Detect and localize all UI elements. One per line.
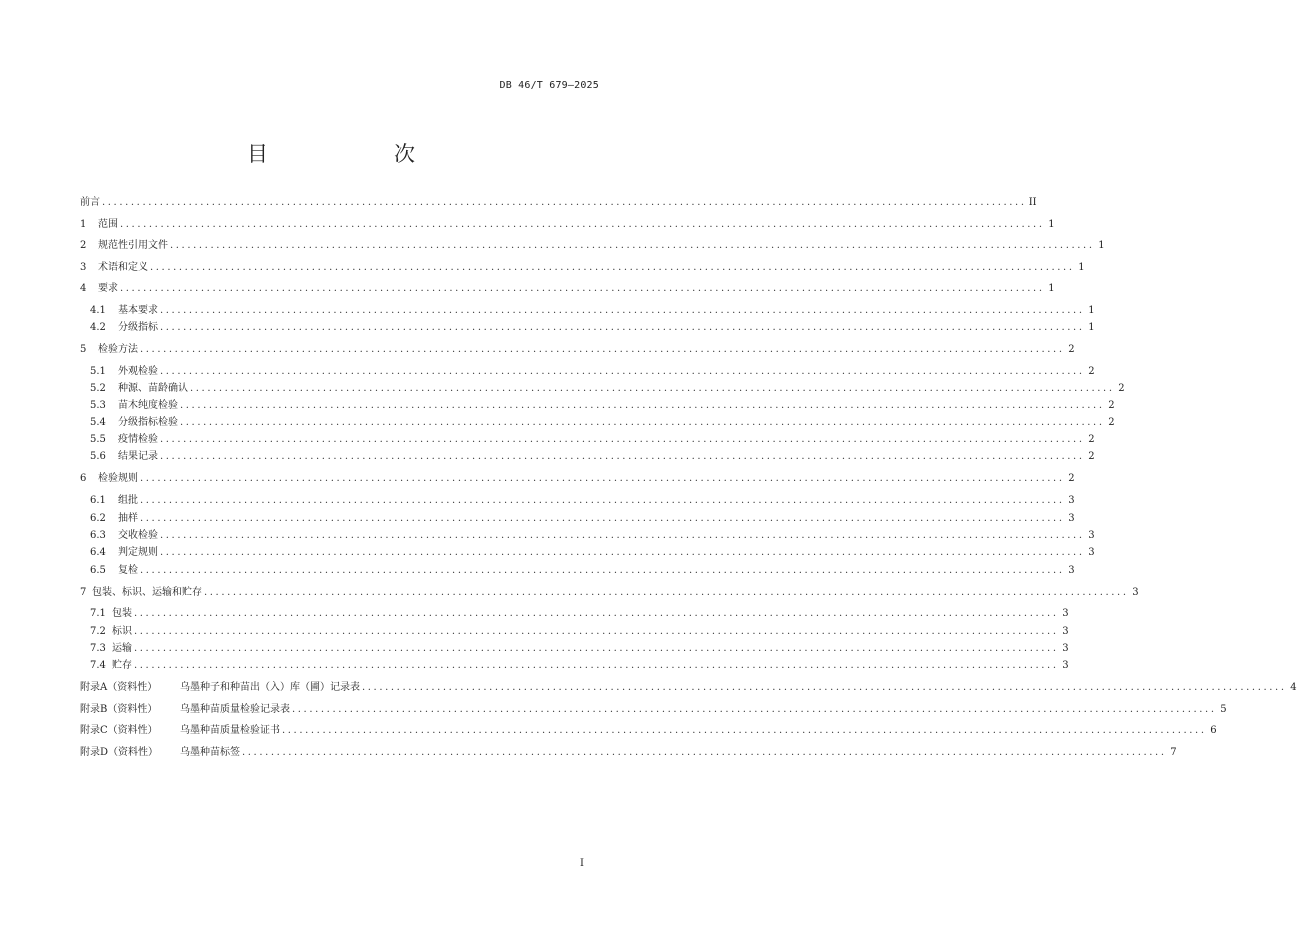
dot-leader: ................................................................................................................................................................: [134, 608, 1059, 619]
toc-entry-page: 2: [1118, 383, 1125, 394]
toc-entry-number: 6: [80, 473, 87, 484]
toc-entry-page: 2: [1088, 366, 1095, 377]
toc-entry-appendix-c[interactable]: [80, 723, 1217, 739]
toc-entry-label: 运输: [112, 643, 132, 654]
toc-entry-label: 种源、苗龄确认: [118, 383, 188, 394]
toc-entry-7-4[interactable]: [90, 658, 1069, 674]
toc-entry-4-1[interactable]: [90, 303, 1095, 319]
toc-entry-number: 2: [80, 240, 87, 251]
toc-entry-page: 5: [1220, 704, 1227, 715]
toc-entry-number: 5.6: [90, 451, 106, 462]
dot-leader: ................................................................................................................................................................: [242, 747, 1167, 758]
dot-leader: ................................................................................................................................................................: [140, 565, 1065, 576]
toc-entry-number: 5.1: [90, 366, 106, 377]
toc-entry-page: 1: [1088, 322, 1095, 333]
dot-leader: ................................................................................................................................................................: [150, 262, 1075, 273]
toc-entry-label: 要求: [98, 283, 118, 294]
toc-entry-3[interactable]: [80, 260, 1085, 276]
toc-entry-page: 3: [1132, 587, 1139, 598]
toc-entry-4-2[interactable]: [90, 320, 1095, 336]
toc-entry-4[interactable]: [80, 281, 1055, 297]
toc-entry-5-2[interactable]: [90, 381, 1125, 397]
toc-entry-label: 乌墨种苗标签: [180, 747, 240, 758]
toc-entry-page: 3: [1062, 626, 1069, 637]
document-code: DB 46/T 679—2025: [499, 80, 599, 91]
toc-entry-number: 5.2: [90, 383, 106, 394]
toc-entry-page: 3: [1068, 565, 1075, 576]
toc-entry-6-3[interactable]: [90, 528, 1095, 544]
toc-entry-label: 前言: [80, 197, 100, 208]
toc-entry-1[interactable]: [80, 217, 1055, 233]
dot-leader: ................................................................................................................................................................: [160, 434, 1085, 445]
page-title: 目 次: [247, 142, 443, 166]
toc-entry-page: 2: [1068, 344, 1075, 355]
toc-entry-5[interactable]: [80, 342, 1075, 358]
toc-entry-page: 1: [1098, 240, 1105, 251]
toc-entry-label: 检验方法: [98, 344, 138, 355]
toc-entry-number: 7.4: [90, 660, 106, 671]
dot-leader: ................................................................................................................................................................: [180, 417, 1105, 428]
dot-leader: ................................................................................................................................................................: [190, 383, 1115, 394]
dot-leader: ................................................................................................................................................................: [204, 587, 1129, 598]
toc-entry-number: 4.2: [90, 322, 106, 333]
toc-entry-number: 5.3: [90, 400, 106, 411]
toc-entry-page: 3: [1068, 513, 1075, 524]
toc-entry-label: 分级指标检验: [118, 417, 178, 428]
toc-entry-label: 包装: [112, 608, 132, 619]
toc-entry-7-3[interactable]: [90, 641, 1069, 657]
toc-entry-number: 4.1: [90, 305, 106, 316]
toc-entry-label: 组批: [118, 495, 138, 506]
toc-entry-7-1[interactable]: [90, 606, 1069, 622]
toc-entry-7-2[interactable]: [90, 624, 1069, 640]
toc-entry-label: 结果记录: [118, 451, 158, 462]
toc-entry-label: 标识: [112, 626, 132, 637]
dot-leader: ................................................................................................................................................................: [180, 400, 1105, 411]
toc-entry-label: 判定规则: [118, 547, 158, 558]
toc-entry-label: 分级指标: [118, 322, 158, 333]
toc-entry-page: 3: [1062, 660, 1069, 671]
toc-entry-number: 附录A（资料性）: [80, 682, 158, 693]
toc-entry-number: 5.4: [90, 417, 106, 428]
toc-entry-page: 1: [1048, 219, 1055, 230]
toc-entry-number: 附录D（资料性）: [80, 747, 159, 758]
toc-entry-page: 2: [1088, 451, 1095, 462]
dot-leader: ................................................................................................................................................................: [140, 513, 1065, 524]
toc-entry-number: 5: [80, 344, 87, 355]
toc-entry-page: 2: [1068, 473, 1075, 484]
toc-entry-number: 4: [80, 283, 87, 294]
toc-entry-number: 附录C（资料性）: [80, 725, 158, 736]
toc-entry-page: 1: [1078, 262, 1085, 273]
toc-entry-number: 1: [80, 219, 87, 230]
toc-entry-6-1[interactable]: [90, 493, 1075, 509]
dot-leader: ................................................................................................................................................................: [160, 366, 1085, 377]
dot-leader: ................................................................................................................................................................: [160, 547, 1085, 558]
dot-leader: ................................................................................................................................................................: [160, 451, 1085, 462]
toc-entry-number: 附录B（资料性）: [80, 704, 158, 715]
toc-entry-number: 6.1: [90, 495, 106, 506]
dot-leader: ................................................................................................................................................................: [134, 660, 1059, 671]
toc-entry-number: 5.5: [90, 434, 106, 445]
toc-entry-label: 包装、标识、运输和贮存: [92, 587, 202, 598]
toc-entry-label: 术语和定义: [98, 262, 148, 273]
toc-entry-6-5[interactable]: [90, 563, 1075, 579]
toc-entry-number: 7.3: [90, 643, 106, 654]
toc-entry-page: 3: [1062, 643, 1069, 654]
toc-entry-page: 4: [1290, 682, 1297, 693]
toc-entry-appendix-b[interactable]: [80, 702, 1227, 718]
toc-entry-page: 1: [1048, 283, 1055, 294]
toc-entry-page: 6: [1210, 725, 1217, 736]
toc-entry-page: 3: [1088, 530, 1095, 541]
toc-entry-page: 3: [1068, 495, 1075, 506]
toc-entry-5-4[interactable]: [90, 415, 1115, 431]
toc-entry-label: 乌墨种苗质量检验记录表: [180, 704, 290, 715]
toc-entry-page: 3: [1062, 608, 1069, 619]
page-number: I: [580, 858, 584, 869]
toc-entry-page: 7: [1170, 747, 1177, 758]
toc-entry-number: 6.3: [90, 530, 106, 541]
dot-leader: ................................................................................................................................................................: [140, 344, 1065, 355]
toc-entry-6-2[interactable]: [90, 511, 1075, 527]
toc-entry-number: 6.5: [90, 565, 106, 576]
toc-entry-label: 疫情检验: [118, 434, 158, 445]
toc-entry-label: 复检: [118, 565, 138, 576]
dot-leader: ................................................................................................................................................................: [140, 495, 1065, 506]
toc-entry-6[interactable]: [80, 471, 1075, 487]
toc-entry-label: 范围: [98, 219, 118, 230]
toc-entry-6-4[interactable]: [90, 545, 1095, 561]
toc-entry-page: 2: [1088, 434, 1095, 445]
toc-entry-label: 贮存: [112, 660, 132, 671]
dot-leader: ................................................................................................................................................................: [160, 530, 1085, 541]
toc-entry-label: 抽样: [118, 513, 138, 524]
dot-leader: ................................................................................................................................................................: [282, 725, 1207, 736]
toc-entry-number: 3: [80, 262, 87, 273]
dot-leader: ................................................................................................................................................................: [160, 305, 1085, 316]
toc-entry-page: 3: [1088, 547, 1095, 558]
toc-entry-page: 2: [1108, 400, 1115, 411]
toc-entry-label: 交收检验: [118, 530, 158, 541]
toc-entry-5-5[interactable]: [90, 432, 1095, 448]
toc-entry-page: 1: [1088, 305, 1095, 316]
toc-entry-label: 外观检验: [118, 366, 158, 377]
toc-entry-label: 乌墨种苗质量检验证书: [180, 725, 280, 736]
dot-leader: ................................................................................................................................................................: [362, 682, 1287, 693]
toc-entry-page: II: [1028, 197, 1037, 208]
toc-entry-number: 7.2: [90, 626, 106, 637]
toc-entry-5-6[interactable]: [90, 449, 1095, 465]
toc-entry-appendix-a[interactable]: [80, 680, 1297, 696]
dot-leader: ................................................................................................................................................................: [170, 240, 1095, 251]
dot-leader: ................................................................................................................................................................: [134, 626, 1059, 637]
toc-entry-foreword[interactable]: [80, 195, 1037, 211]
dot-leader: ................................................................................................................................................................: [102, 197, 1027, 208]
toc-entry-number: 6.4: [90, 547, 106, 558]
toc-entry-5-1[interactable]: [90, 364, 1095, 380]
toc-entry-number: 7.1: [90, 608, 106, 619]
dot-leader: ................................................................................................................................................................: [140, 473, 1065, 484]
toc-entry-page: 2: [1108, 417, 1115, 428]
toc-entry-label: 基本要求: [118, 305, 158, 316]
toc-entry-label: 苗木纯度检验: [118, 400, 178, 411]
toc-entry-label: 乌墨种子和种苗出（入）库（圃）记录表: [180, 682, 360, 693]
dot-leader: ................................................................................................................................................................: [134, 643, 1059, 654]
toc-entry-label: 检验规则: [98, 473, 138, 484]
toc-entry-label: 规范性引用文件: [98, 240, 168, 251]
toc-entry-number: 6.2: [90, 513, 106, 524]
dot-leader: ................................................................................................................................................................: [160, 322, 1085, 333]
toc-entry-2[interactable]: [80, 238, 1105, 254]
toc-entry-7[interactable]: [80, 585, 1139, 601]
toc-entry-number: 7: [80, 587, 87, 598]
dot-leader: ................................................................................................................................................................: [292, 704, 1217, 715]
dot-leader: ................................................................................................................................................................: [120, 283, 1045, 294]
dot-leader: ................................................................................................................................................................: [120, 219, 1045, 230]
toc-entry-5-3[interactable]: [90, 398, 1115, 414]
toc-entry-appendix-d[interactable]: [80, 745, 1177, 761]
